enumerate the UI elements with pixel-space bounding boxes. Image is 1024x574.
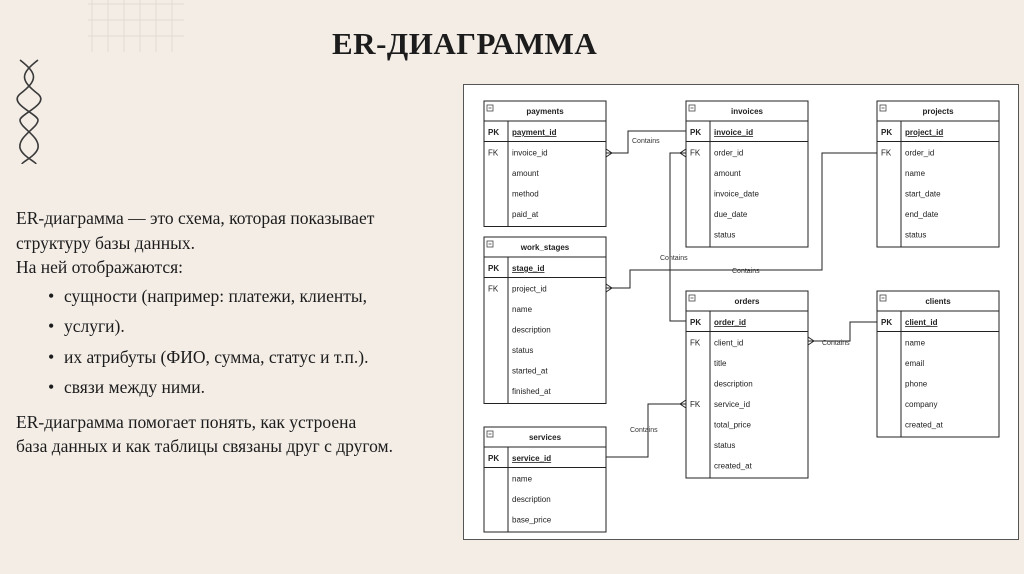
field-name: stage_id <box>512 264 545 273</box>
relation-line <box>808 322 877 341</box>
relation-line <box>670 153 686 321</box>
field-name: started_at <box>512 366 548 376</box>
field-name: status <box>512 346 534 355</box>
bullet-item <box>16 284 466 315</box>
intro-line: На ней отображаются: <box>16 257 184 277</box>
field-name: order_id <box>714 318 747 327</box>
field-name: name <box>905 338 926 348</box>
outro-line: база данных и как таблицы связаны друг с другом. <box>16 436 394 456</box>
entity-title: projects <box>922 107 954 116</box>
bullet-text: услуги). <box>64 316 125 336</box>
field-name: description <box>512 495 551 504</box>
field-name: service_id <box>512 454 552 463</box>
entity-services <box>484 427 606 532</box>
key-label: FK <box>690 338 701 348</box>
slide-title: ER-ДИАГРАММА <box>332 26 598 61</box>
field-name: amount <box>714 169 741 178</box>
key-label: PK <box>881 318 893 327</box>
relation-orders-services <box>606 400 686 457</box>
field-name: due_date <box>714 210 748 219</box>
field-name: project_id <box>512 284 547 294</box>
field-name: order_id <box>905 148 935 158</box>
field-name: method <box>512 189 539 199</box>
field-name: name <box>512 305 533 314</box>
field-name: client_id <box>905 318 938 327</box>
er-diagram-frame <box>463 84 1019 540</box>
key-label: PK <box>881 128 893 137</box>
bullet-text: сущности (например: платежи, клиенты, <box>64 285 368 306</box>
field-name: start_date <box>905 189 941 199</box>
key-label: PK <box>690 128 702 137</box>
field-name: end_date <box>905 210 939 219</box>
entity-box <box>484 237 606 404</box>
relation-label: Contains <box>660 255 688 262</box>
key-label: FK <box>881 148 892 158</box>
field-name: name <box>905 169 926 178</box>
relation-label: Contains <box>822 340 850 347</box>
entity-title: invoices <box>730 107 764 116</box>
bullet-list <box>16 284 466 406</box>
key-label: FK <box>690 148 701 158</box>
field-name: payment_id <box>512 128 557 137</box>
field-name: description <box>714 379 753 389</box>
field-name: created_at <box>905 420 943 430</box>
field-name: paid_at <box>512 210 539 219</box>
intro-line: ER-диаграмма — это схема, которая показывает <box>16 208 375 228</box>
field-name: project_id <box>905 128 944 137</box>
bullet-text: связи между ними. <box>64 377 206 397</box>
entity-title: work_stages <box>520 243 570 252</box>
field-name: name <box>512 474 533 484</box>
key-label: PK <box>488 454 500 463</box>
bullet-dot-icon: • <box>48 285 55 306</box>
entity-orders <box>686 291 808 478</box>
key-label: PK <box>488 264 500 273</box>
intro-line: структуру базы данных. <box>16 232 195 253</box>
field-name: created_at <box>714 461 752 471</box>
field-name: title <box>714 359 727 368</box>
field-name: status <box>905 230 927 240</box>
entity-title: services <box>528 433 562 442</box>
entity-clients <box>877 291 999 437</box>
field-name: client_id <box>714 338 744 348</box>
entity-work-stages <box>484 237 606 404</box>
field-name: description <box>512 325 551 335</box>
key-label: FK <box>690 400 701 409</box>
field-name: invoice_date <box>714 189 759 199</box>
field-name: invoice_id <box>512 148 548 158</box>
field-name: order_id <box>714 148 744 158</box>
relation-label: Contains <box>630 427 658 434</box>
field-name: email <box>905 359 925 368</box>
entity-title: payments <box>526 107 564 116</box>
field-name: base_price <box>512 515 552 525</box>
entity-projects <box>877 101 999 247</box>
field-name: invoice_id <box>714 128 754 137</box>
er-diagram-canvas <box>464 85 1020 541</box>
relation-label: Contains <box>632 138 660 145</box>
bullet-dot-icon: • <box>48 346 55 367</box>
field-name: phone <box>905 379 928 389</box>
key-label: FK <box>488 284 499 294</box>
entity-invoices <box>686 101 808 247</box>
entity-title: clients <box>925 297 951 306</box>
relation-label: Contains <box>732 268 760 275</box>
bullet-dot-icon: • <box>48 316 55 336</box>
entity-payments <box>484 101 606 227</box>
bullet-item <box>16 314 466 345</box>
field-name: amount <box>512 169 539 178</box>
bullet-item <box>16 375 466 406</box>
key-label: PK <box>488 128 500 137</box>
field-name: company <box>905 400 938 409</box>
field-name: finished_at <box>512 387 551 396</box>
bullet-dot-icon: • <box>48 377 55 397</box>
decorative-helix-icon <box>12 58 46 166</box>
entity-title: orders <box>734 297 760 306</box>
bullet-text: их атрибуты (ФИО, сумма, статус и т.п.). <box>64 346 369 367</box>
field-name: total_price <box>714 420 751 430</box>
entity-box <box>877 291 999 437</box>
description-text-block <box>16 206 466 459</box>
field-name: status <box>714 441 736 450</box>
relation-invoices-orders <box>660 149 688 321</box>
decorative-grid <box>88 0 184 52</box>
entity-box <box>686 101 808 247</box>
field-name: status <box>714 230 736 240</box>
key-label: FK <box>488 148 499 158</box>
outro-line: ER-диаграмма помогает понять, как устроена <box>16 411 357 432</box>
key-label: PK <box>690 318 702 327</box>
bullet-item <box>16 345 466 376</box>
entity-box <box>484 101 606 227</box>
entity-box <box>877 101 999 247</box>
field-name: service_id <box>714 400 751 409</box>
relation-orders-clients <box>808 322 877 347</box>
